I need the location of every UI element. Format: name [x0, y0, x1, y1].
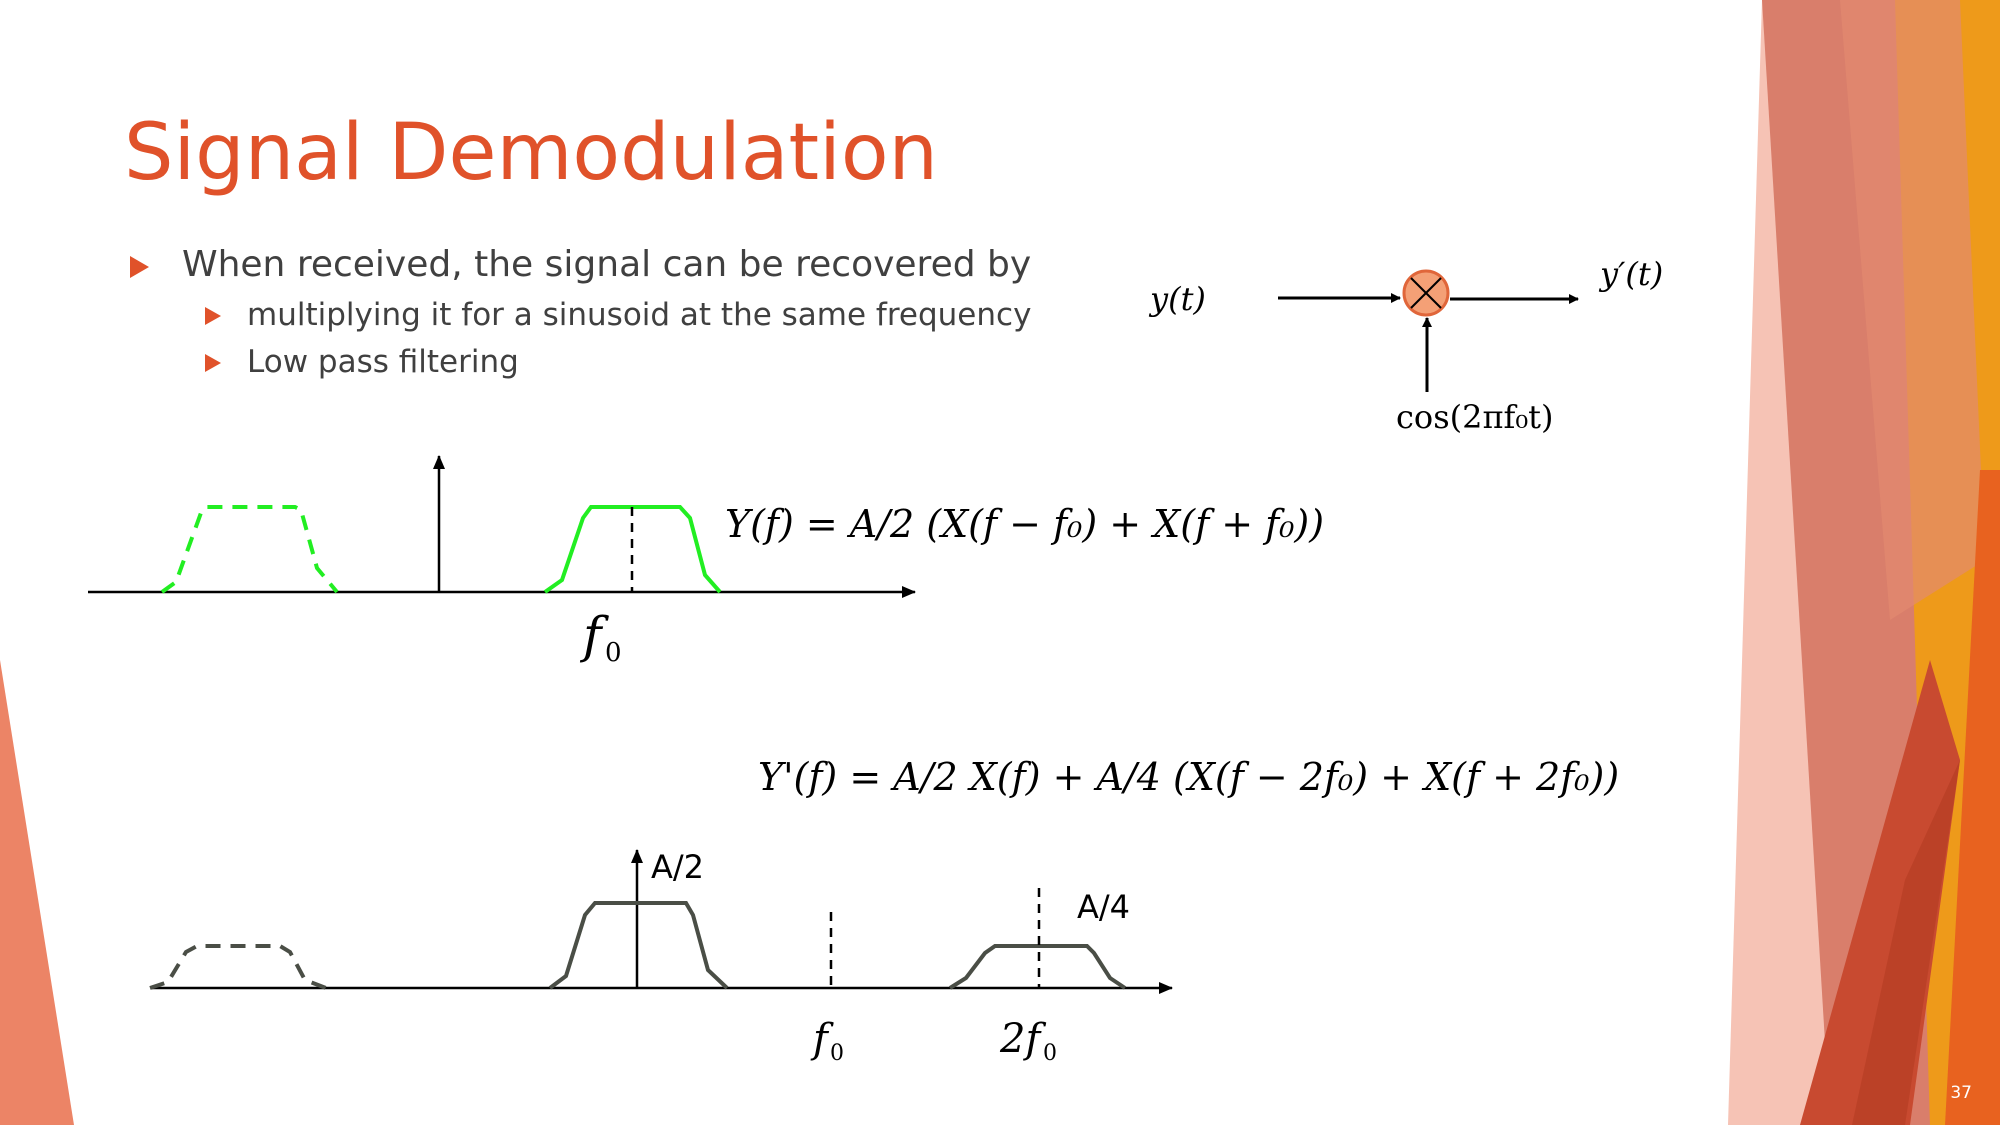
- bullet-text-2: multiplying it for a sinusoid at the same frequency: [247, 297, 1032, 333]
- top-freq-label: f: [583, 606, 602, 664]
- amp-label-side: A/4: [1077, 888, 1131, 926]
- input-signal-label: y(t): [1150, 280, 1206, 318]
- top-freq-subscript: 0: [605, 638, 622, 668]
- bullet-text-1: When received, the signal can be recovered by: [182, 244, 1032, 285]
- tick-label-2f0-sub: 0: [1043, 1041, 1057, 1066]
- bottom-image-band: [950, 946, 1125, 988]
- equation-1: Y(f) = A/2 (X(f − f₀) + X(f + f₀)): [725, 502, 1325, 546]
- bottom-baseband: [550, 903, 727, 988]
- amp-label-center: A/2: [651, 848, 705, 886]
- tick-label-f0: f: [813, 1016, 828, 1062]
- bullet-text-3: Low pass filtering: [247, 344, 519, 380]
- slide-number: 37: [1950, 1083, 1972, 1103]
- output-signal-label: y′(t): [1600, 255, 1664, 293]
- equation-2: Y'(f) = A/2 X(f) + A/4 (X(f − 2f₀) + X(f + 2f₀)): [758, 755, 1620, 799]
- tick-label-f0-sub: 0: [830, 1041, 844, 1066]
- tick-label-2f0: 2f: [1000, 1016, 1041, 1062]
- carrier-label: cos(2πf₀t): [1396, 398, 1554, 436]
- bottom-negative-band: [150, 946, 326, 988]
- slide-title: Signal Demodulation: [124, 108, 938, 198]
